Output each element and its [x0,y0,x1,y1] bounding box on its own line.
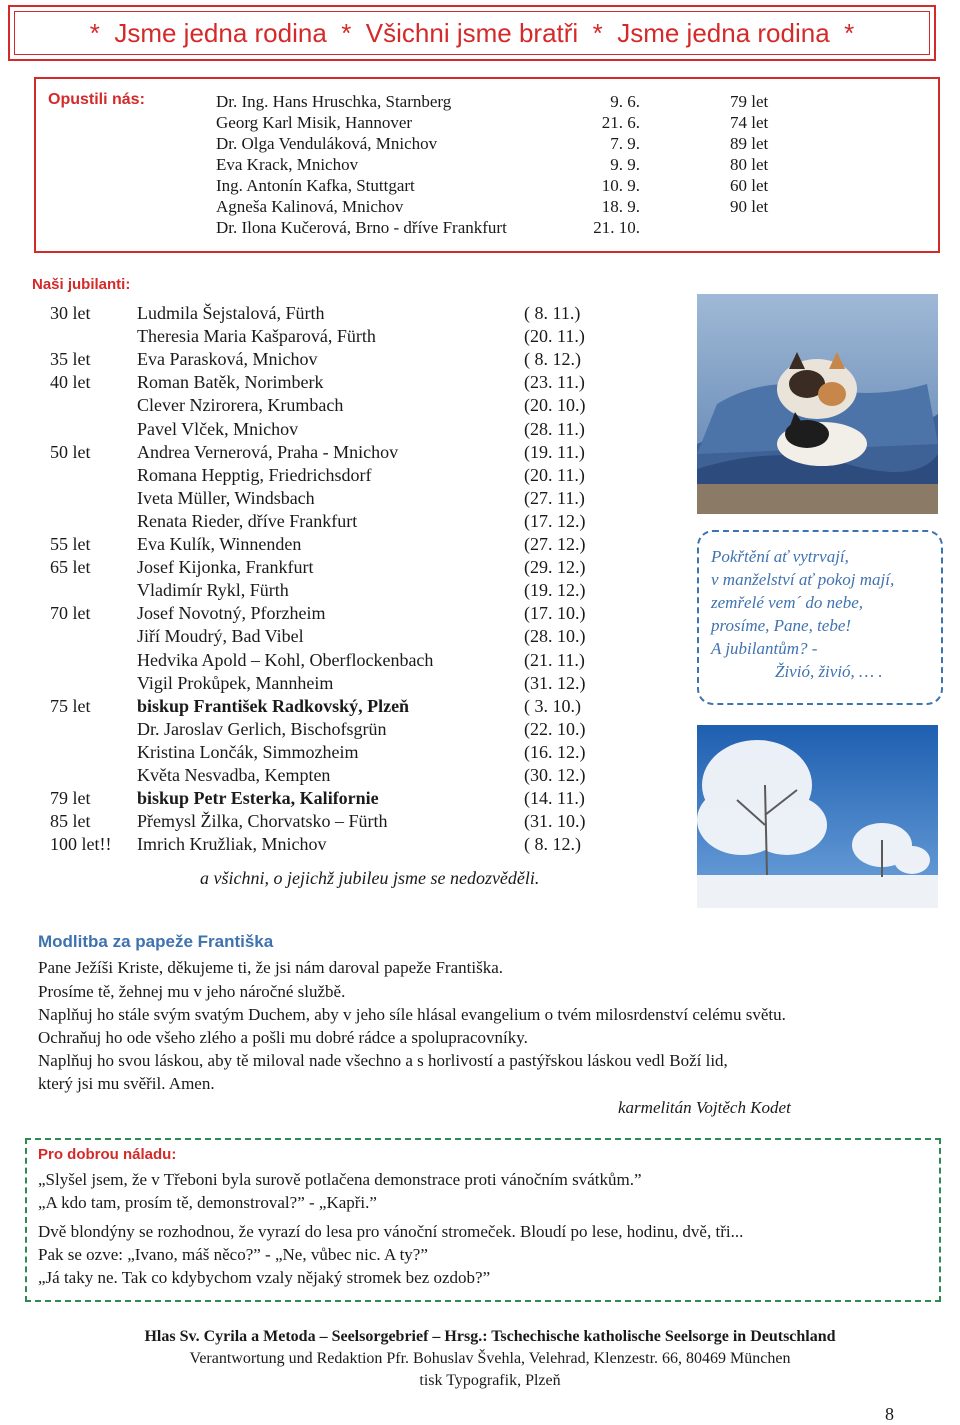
jubilant-row [0,787,690,810]
jubilant-age: 75 let [50,695,91,716]
deceased-row [0,154,960,175]
jubilant-name: Clever Nzirorera, Krumbach [137,395,344,416]
poem-line: zemřelé vem´ do nebe, [711,593,863,612]
poem-line: v manželství ať pokoj mají, [711,570,895,589]
jubilant-date: ( 3. 10.) [524,695,581,716]
jubilant-date: (21. 11.) [524,649,585,670]
jubilant-row [0,741,690,764]
kittens-illustration [697,294,938,514]
banner-frame [8,5,936,61]
joke-heading: Pro dobrou náladu: [38,1146,177,1163]
jubilant-date: (23. 11.) [524,372,585,393]
footer-publication: Hlas Sv. Cyrila a Metoda – Seelsorgebrief – Hrsg.: Tschechische katholische Seelsorge in Deutschland [144,1328,836,1345]
jubilant-row [0,764,690,787]
deceased-name: Dr. Olga Venduláková, Mnichov [216,134,438,153]
jubilant-row [0,556,690,579]
jubilant-age: 65 let [50,557,91,578]
deceased-date: 7. 9. [610,134,640,153]
page-number: 8 [885,1404,894,1424]
jubilant-row [0,510,690,533]
jubilant-name: Eva Kulík, Winnenden [137,534,302,554]
jubilant-date: (28. 10.) [524,626,586,647]
jubilant-date: (20. 11.) [524,464,585,485]
jubilant-name: Kristina Lončák, Simmozheim [137,741,359,762]
jubilant-row [0,602,690,625]
deceased-name: Ing. Antonín Kafka, Stuttgart [216,176,415,195]
winter-trees-photo [697,725,938,908]
winter-trees-illustration [697,725,938,908]
jubilant-date: (30. 12.) [524,765,586,785]
deceased-date: 9. 6. [610,92,640,111]
deceased-date: 18. 9. [601,197,640,216]
jubilant-row [0,487,690,510]
jubilant-date: ( 8. 12.) [524,349,581,370]
jubilant-row [0,394,690,417]
banner-inner-frame [14,11,930,55]
jubilant-row [0,371,690,394]
jubilant-row [0,810,690,833]
deceased-heading: Opustili nás: [48,91,145,108]
jubilant-row [0,441,690,464]
jubilant-name: biskup Petr Esterka, Kalifornie [137,788,379,809]
jubilant-age: 30 let [50,303,91,323]
jubilant-age: 100 let!! [50,834,112,855]
jubilant-name: Pavel Vlček, Mnichov [137,418,299,439]
poem-line: A jubilantům? - [711,639,818,658]
jubilant-row [0,625,690,648]
prayer-line: Prosíme tě, žehnej mu v jeho náročné službě. [38,982,346,1001]
deceased-age: 80 let [730,155,769,174]
footer-printer: tisk Typografik, Plzeň [419,1372,561,1389]
jubilant-name: Roman Batěk, Norimberk [137,372,324,393]
jubilant-row [0,325,690,348]
jubilant-name: Jiří Moudrý, Bad Vibel [137,626,304,647]
prayer-line: Ochraňuj ho ode všeho zlého a pošli mu dobré rádce a spolupracovníky. [38,1028,528,1047]
jubilant-date: ( 8. 11.) [524,303,581,323]
jubilant-age: 35 let [50,349,91,370]
jubilant-age: 79 let [50,788,91,809]
jubilant-date: (20. 11.) [524,326,585,347]
jubilant-date: (27. 12.) [524,534,586,554]
jubilant-name: Josef Kijonka, Frankfurt [137,557,314,578]
jubilant-row [0,418,690,441]
banner-text: * Jsme jedna rodina * Všichni jsme bratři * Jsme jedna rodina * [89,17,855,48]
jubilant-row [0,695,690,718]
jubilant-row [0,348,690,371]
prayer-line: který jsi mu svěřil. Amen. [38,1074,215,1093]
deceased-age: 60 let [730,176,769,195]
jubilant-date: (17. 10.) [524,603,586,624]
jubilant-name: Vigil Prokůpek, Mannheim [137,672,334,693]
prayer-line: Naplňuj ho svou láskou, aby tě miloval nade všechno a s horlivostí a pastýřskou láskou vedl Boží lid, [38,1051,728,1070]
joke-line: Pak se ozve: „Ivano, máš něco?” - „Ne, vůbec nic. A ty?” [38,1245,428,1264]
jubilant-row [0,533,690,556]
deceased-row [0,175,960,196]
jubilants-heading: Naši jubilanti: [32,276,131,293]
joke-line: „Slyšel jsem, že v Třeboni byla surově potlačena demonstrace proti vánočním svátkům.” [38,1170,642,1189]
joke-line: „Já taky ne. Tak co kdybychom vzaly nějaký stromek bez ozdob?” [38,1268,491,1287]
deceased-name: Dr. Ing. Hans Hruschka, Starnberg [216,92,452,111]
jubilant-date: (19. 12.) [524,580,586,601]
jubilant-date: (14. 11.) [524,788,585,809]
jubilant-age: 50 let [50,441,91,462]
jubilant-date: (20. 10.) [524,395,586,416]
deceased-name: Dr. Ilona Kučerová, Brno - dříve Frankfurt [216,218,507,237]
jubilant-date: ( 8. 12.) [524,834,581,855]
jubilant-date: (16. 12.) [524,741,586,762]
jubilant-name: Josef Novotný, Pforzheim [137,603,326,624]
jubilant-name: Dr. Jaroslav Gerlich, Bischofsgrün [137,718,387,739]
jubilant-name: Eva Parasková, Mnichov [137,349,318,370]
jubilant-date: (27. 11.) [524,487,585,508]
jubilant-age: 55 let [50,534,91,554]
jubilant-age: 85 let [50,811,91,832]
jubilant-row [0,718,690,741]
jubilants-closing: a všichni, o jejichž jubileu jsme se nedozvěděli. [200,868,540,888]
joke-line: „A kdo tam, prosím tě, demonstroval?” - „Kapři.” [38,1193,377,1212]
deceased-row [0,196,960,217]
jubilant-name: biskup František Radkovský, Plzeň [137,695,410,716]
deceased-date: 9. 9. [610,155,640,174]
jubilant-name: Přemysl Žilka, Chorvatsko – Fürth [137,811,388,832]
deceased-date: 21. 6. [601,113,640,132]
jubilant-date: (22. 10.) [524,718,586,739]
prayer-heading: Modlitba za papeže Františka [38,932,274,951]
deceased-age: 90 let [730,197,769,216]
deceased-row [0,91,960,112]
jubilant-date: (31. 12.) [524,672,586,693]
jubilant-name: Květa Nesvadba, Kempten [137,765,331,785]
kittens-photo [697,294,938,514]
poem-line: prosíme, Pane, tebe! [711,616,852,635]
jubilant-row [0,579,690,602]
prayer-line: Naplňuj ho stále svým svatým Duchem, aby v jeho síle hlásal evangelium o tvém milosrdenství celému světu. [38,1005,786,1024]
jubilant-name: Romana Hepptig, Friedrichsdorf [137,464,372,485]
jubilant-name: Theresia Maria Kašparová, Fürth [137,326,376,347]
deceased-date: 21. 10. [593,218,640,237]
deceased-age: 79 let [730,92,769,111]
jubilant-date: (19. 11.) [524,441,585,462]
jubilant-name: Renata Rieder, dříve Frankfurt [137,510,358,531]
deceased-name: Eva Krack, Mnichov [216,155,359,174]
jubilant-name: Hedvika Apold – Kohl, Oberflockenbach [137,649,434,670]
deceased-date: 10. 9. [601,176,640,195]
deceased-row [0,112,960,133]
poem-line: Živió, živió, … . [775,662,883,681]
jubilant-date: (17. 12.) [524,510,586,531]
jubilant-name: Ludmila Šejstalová, Fürth [137,303,325,323]
jubilant-name: Andrea Vernerová, Praha - Mnichov [137,441,399,462]
deceased-row [0,133,960,154]
jubilant-age: 40 let [50,372,91,393]
footer-editor: Verantwortung und Redaktion Pfr. Bohuslav Švehla, Velehrad, Klenzestr. 66, 80469 München [189,1350,791,1367]
jubilant-row [0,464,690,487]
jubilant-date: (31. 10.) [524,811,586,832]
jubilant-row [0,833,690,856]
jubilant-name: Imrich Kružliak, Mnichov [137,834,327,855]
prayer-line: Pane Ježíši Kriste, děkujeme ti, že jsi nám daroval papeže Františka. [38,958,503,977]
deceased-name: Agneša Kalinová, Mnichov [216,197,404,216]
prayer-author: karmelitán Vojtěch Kodet [618,1098,791,1117]
poem-line: Pokřtění ať vytrvají, [711,547,849,566]
deceased-age: 74 let [730,113,769,132]
jubilant-date: (28. 11.) [524,418,585,439]
jubilant-age: 70 let [50,603,91,624]
deceased-row [0,217,960,238]
joke-line: Dvě blondýny se rozhodnou, že vyrazí do lesa pro vánoční stromeček. Bloudí po lese, hodinu, dvě, tři... [38,1222,744,1241]
jubilant-name: Iveta Müller, Windsbach [137,487,315,508]
deceased-age: 89 let [730,134,769,153]
jubilant-row [0,302,690,325]
jubilant-row [0,649,690,672]
jubilant-date: (29. 12.) [524,557,586,578]
jubilant-row [0,672,690,695]
deceased-name: Georg Karl Misik, Hannover [216,113,413,132]
jubilant-name: Vladimír Rykl, Fürth [137,580,289,601]
